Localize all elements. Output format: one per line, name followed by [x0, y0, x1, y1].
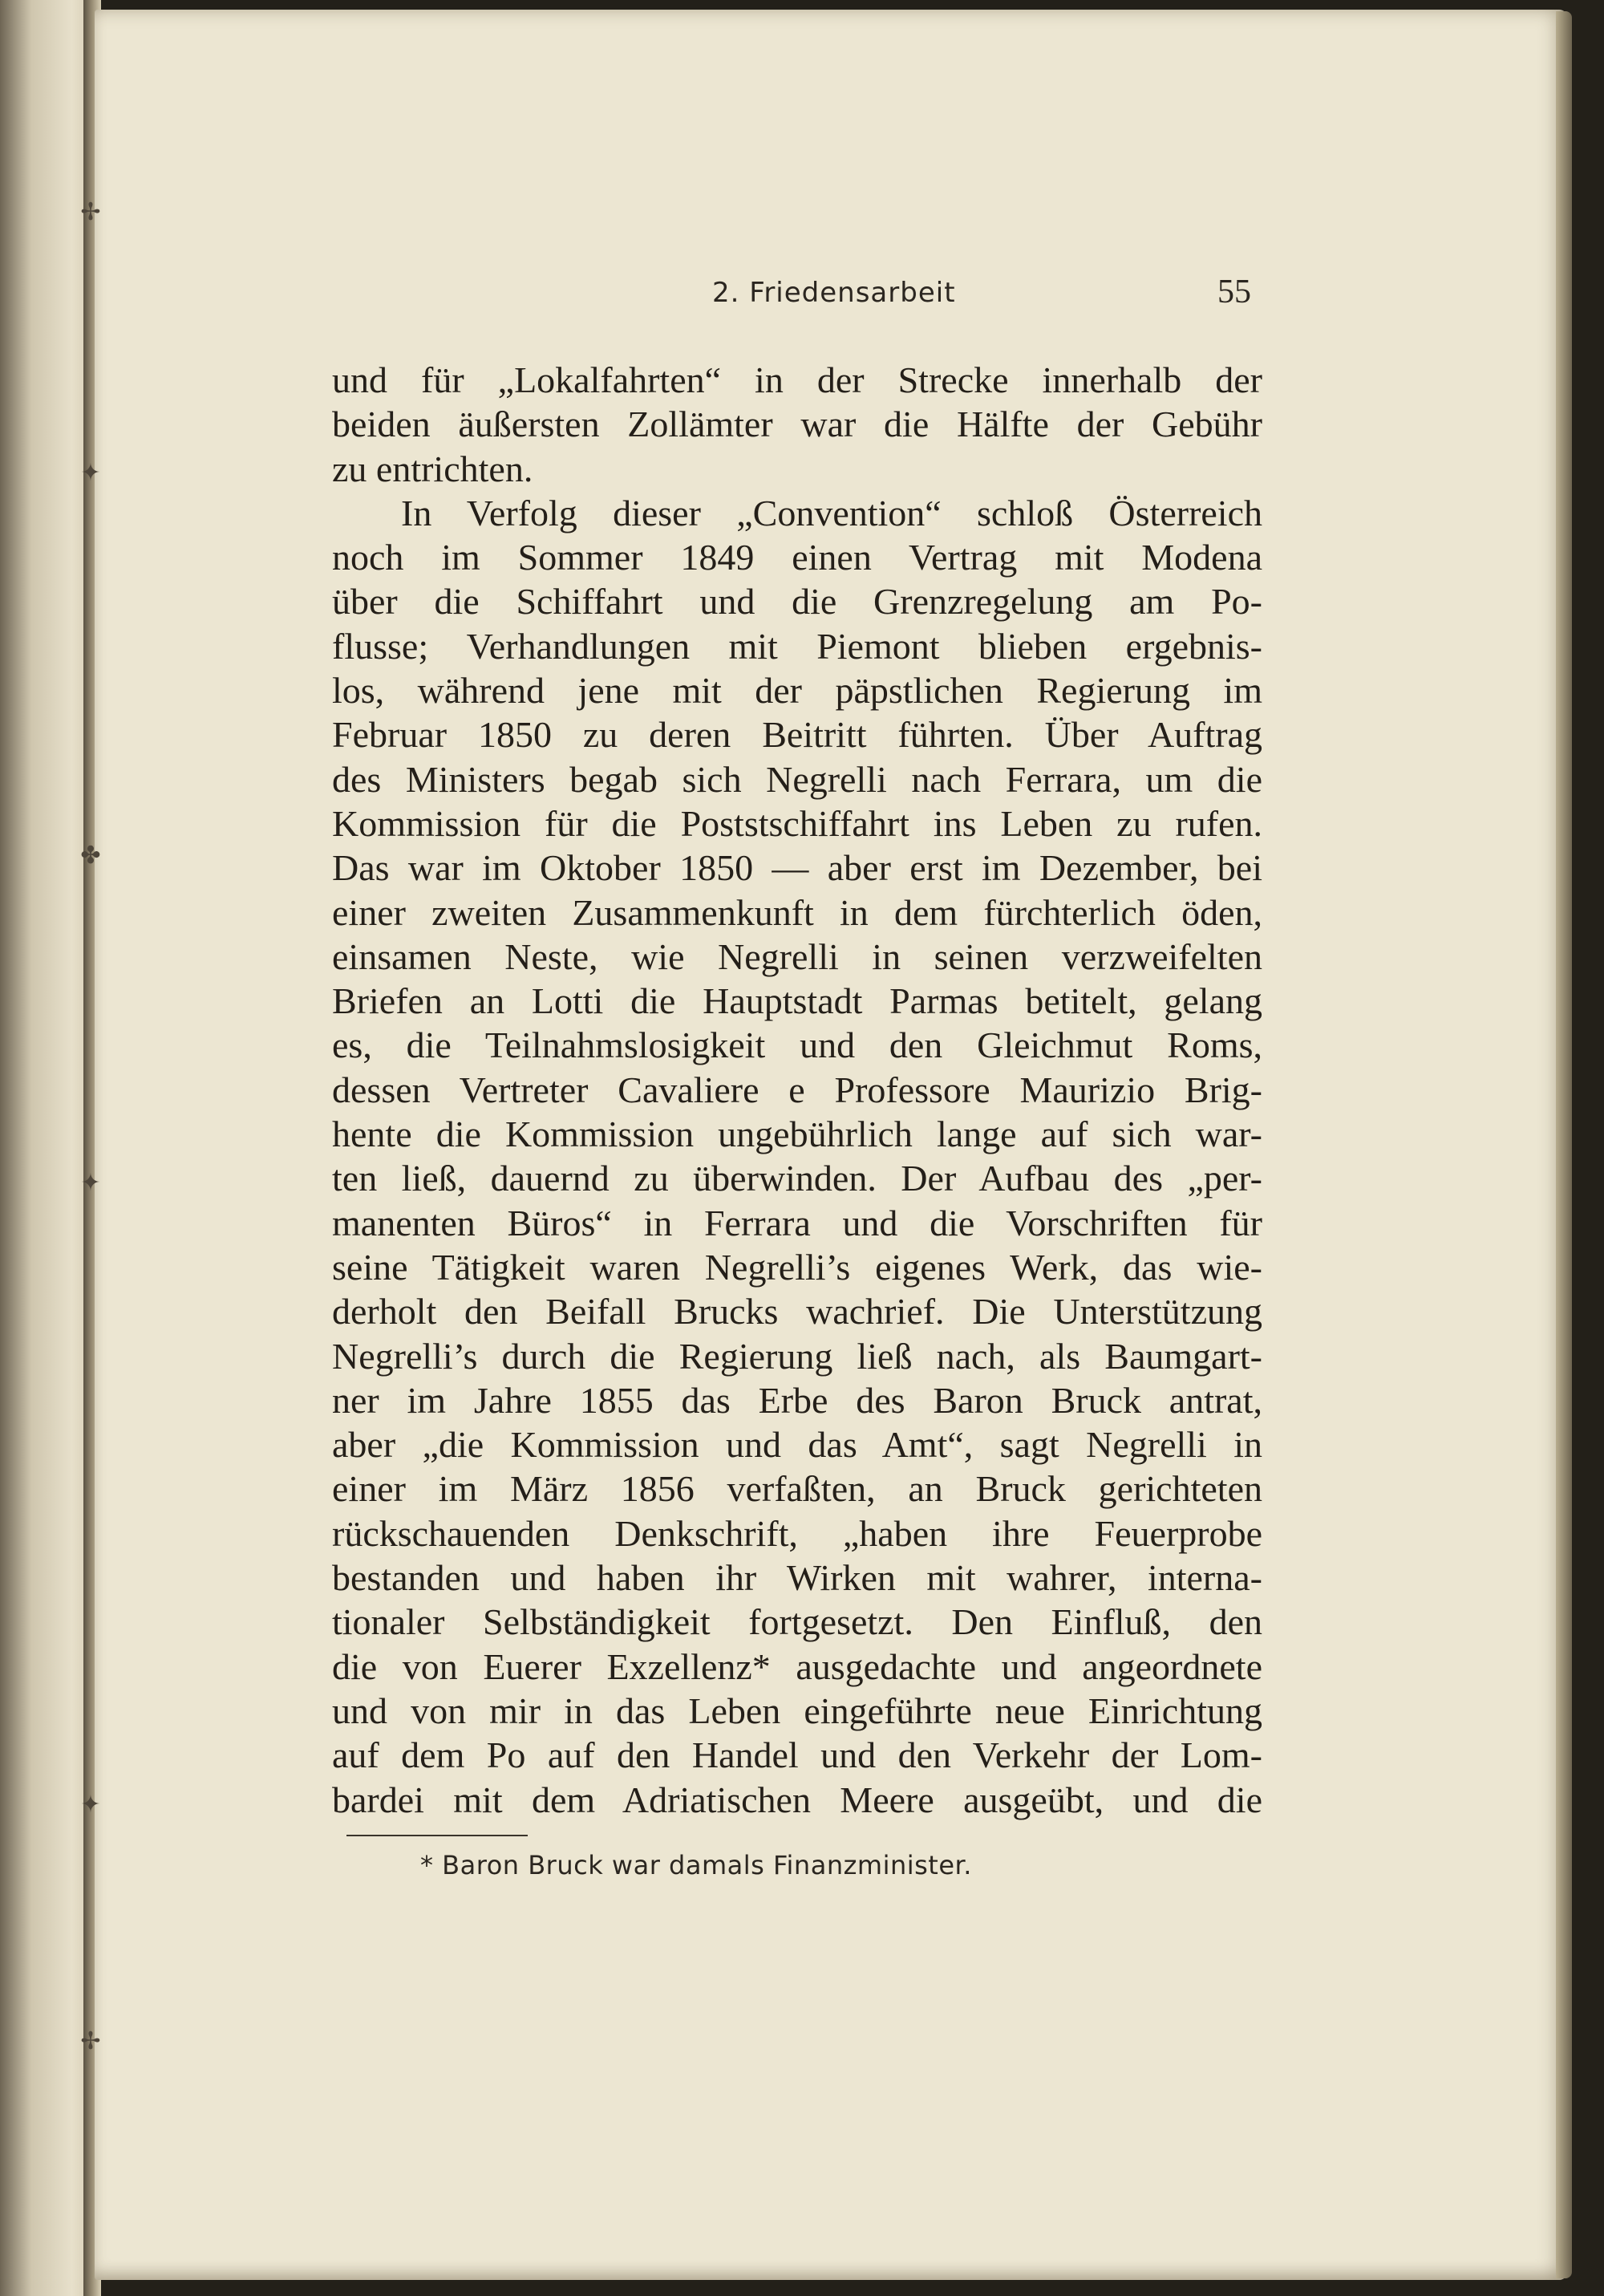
page-fore-edge [1556, 11, 1572, 2278]
text-line: auf dem Po auf den Handel und den Verkehr der Lom- [332, 1734, 1262, 1776]
text-line: einer im März 1856 verfaßten, an Bruck gerichteten [332, 1468, 1262, 1510]
text-line: einsamen Neste, wie Negrelli in seinen verzweifelten [332, 935, 1262, 977]
text-line: seine Tätigkeit waren Negrelli’s eigenes Werk, das wie- [332, 1246, 1262, 1288]
text-line: dessen Vertreter Cavaliere e Professore Maurizio Brig- [332, 1069, 1262, 1110]
text-line: tionaler Selbständigkeit fortgesetzt. Den Einfluß, den [332, 1601, 1262, 1643]
text-line: bestanden und haben ihr Wirken mit wahrer, interna- [332, 1557, 1262, 1599]
text-line: es, die Teilnahmslosigkeit und den Gleichmut Roms, [332, 1024, 1262, 1066]
text-line: zu entrichten. [332, 448, 533, 489]
text-line: aber „die Kommission und das Amt“, sagt Negrelli in [332, 1424, 1262, 1466]
text-line: Das war im Oktober 1850 — aber erst im Dezember, bei [332, 847, 1262, 889]
footnote: * Baron Bruck war damals Finanzminister. [420, 1850, 972, 1880]
binding-thread-mark: ✦ [80, 459, 101, 487]
page-number: 55 [1217, 274, 1251, 310]
running-head: 2. Friedensarbeit [712, 277, 956, 309]
footnote-rule [346, 1835, 528, 1836]
text-line: die von Euerer Exzellenz* ausgedachte und angeordnete [332, 1645, 1262, 1687]
text-line: ten ließ, dauernd zu überwinden. Der Aufbau des „per- [332, 1158, 1262, 1199]
binding-thread-mark: ✦ [80, 1169, 101, 1197]
text-line: des Ministers begab sich Negrelli nach Ferrara, um die [332, 758, 1262, 800]
text-line: Februar 1850 zu deren Beitritt führten. Über Auftrag [332, 714, 1262, 756]
text-line: In Verfolg dieser „Convention“ schloß Österreich [401, 492, 1262, 533]
text-line: über die Schiffahrt und die Grenzregelung am Po- [332, 581, 1262, 623]
text-line: und für „Lokalfahrten“ in der Strecke innerhalb der [332, 359, 1262, 400]
text-line: Kommission für die Poststschiffahrt ins Leben zu rufen. [332, 802, 1262, 844]
text-line: manenten Büros“ in Ferrara und die Vorschriften für [332, 1202, 1262, 1243]
text-line: ner im Jahre 1855 das Erbe des Baron Bruck antrat, [332, 1379, 1262, 1421]
text-line: Briefen an Lotti die Hauptstadt Parmas betitelt, gelang [332, 980, 1262, 1022]
text-line: los, während jene mit der päpstlichen Regierung im [332, 670, 1262, 712]
text-line: Negrelli’s durch die Regierung ließ nach, als Baumgart- [332, 1335, 1262, 1377]
text-line: noch im Sommer 1849 einen Vertrag mit Modena [332, 537, 1262, 578]
text-line: rückschauenden Denkschrift, „haben ihre Feuerprobe [332, 1512, 1262, 1554]
text-line: derholt den Beifall Brucks wachrief. Die Unterstützung [332, 1291, 1262, 1333]
binding-thread-mark: ✤ [80, 842, 101, 870]
binding-thread-mark: ✢ [80, 2027, 101, 2055]
text-line: beiden äußersten Zollämter war die Hälfte der Gebühr [332, 404, 1262, 445]
text-line: und von mir in das Leben eingeführte neue Einrichtung [332, 1690, 1262, 1731]
binding-thread-mark: ✢ [80, 198, 101, 226]
facing-page-edge [0, 0, 90, 2296]
binding-thread-mark: ✦ [80, 1791, 101, 1819]
text-line: einer zweiten Zusammenkunft in dem fürchterlich öden, [332, 891, 1262, 933]
text-line: flusse; Verhandlungen mit Piemont blieben ergebnis- [332, 625, 1262, 667]
text-line: bardei mit dem Adriatischen Meere ausgeübt, und die [332, 1779, 1262, 1820]
text-line: hente die Kommission ungebührlich lange auf sich war- [332, 1114, 1262, 1155]
body-text [332, 358, 1262, 1822]
